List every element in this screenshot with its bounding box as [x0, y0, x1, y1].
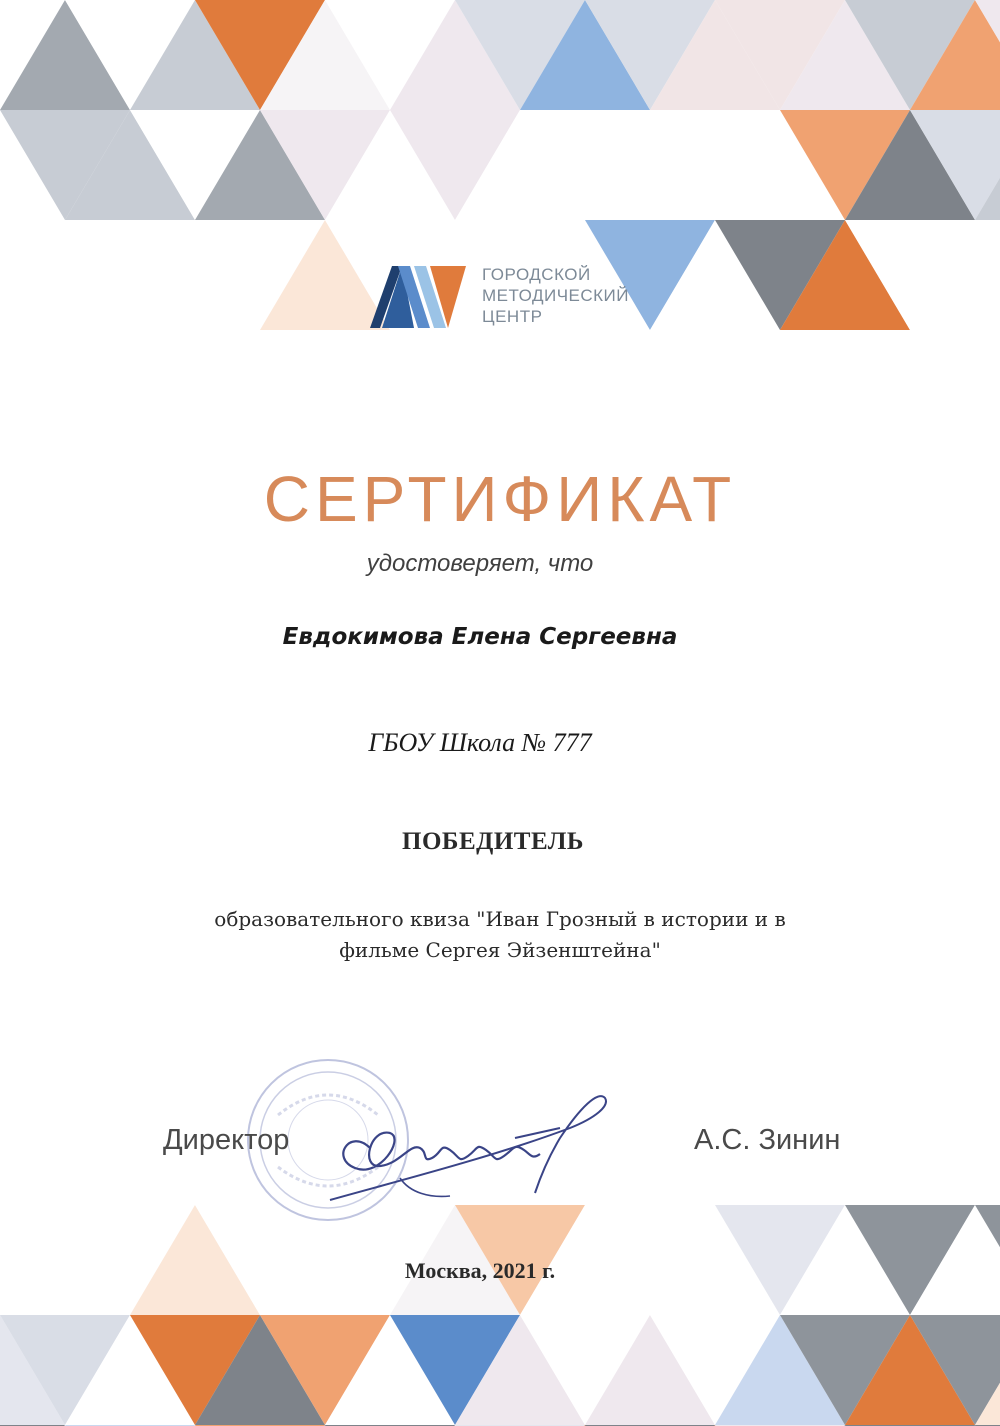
award-title: ПОБЕДИТЕЛЬ [402, 828, 584, 855]
pattern-triangle [390, 330, 520, 360]
pattern-triangle [650, 330, 780, 360]
school-name: ГБОУ Школа № 777 [368, 728, 592, 757]
pattern-triangle [260, 330, 390, 360]
director-name: А.С. Зинин [694, 1124, 841, 1156]
logo-line-1: ГОРОДСКОЙ [482, 265, 591, 284]
place-and-date: Москва, 2021 г. [404, 1258, 556, 1283]
signature-icon [310, 1088, 630, 1218]
logo-line-2: МЕТОДИЧЕСКИЙ [482, 286, 629, 305]
pattern-triangle [780, 330, 910, 360]
logo-mark-icon [370, 262, 470, 332]
logo [370, 262, 640, 332]
recipient-name: Евдокимова Елена Сергеевна [282, 624, 678, 650]
pattern-triangle [520, 330, 650, 360]
bottom-triangle-pattern [0, 1205, 1000, 1426]
award-description: образовательного квиза "Иван Грозный в истории и в фильме Сергея Эйзенштейна" [214, 907, 786, 962]
pattern-triangle [0, 330, 130, 360]
director-label: Директор [163, 1124, 290, 1156]
logo-line-3: ЦЕНТР [482, 307, 543, 326]
pattern-triangle [130, 330, 260, 360]
logo-text [482, 264, 629, 327]
certificate-subtitle: удостоверяет, что [366, 550, 594, 577]
certificate-title: СЕРТИФИКАТ [263, 463, 737, 535]
